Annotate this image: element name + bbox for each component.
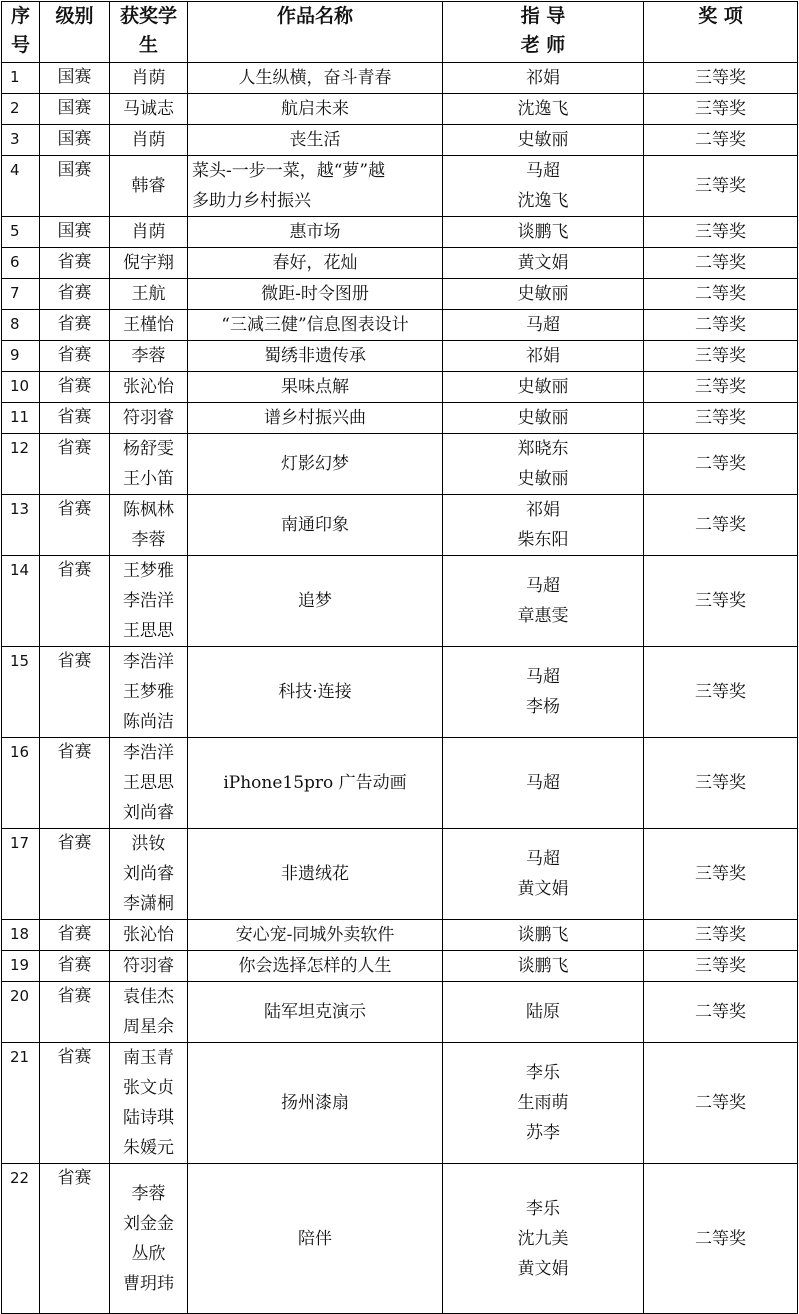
teacher-names-line: 马超: [526, 667, 560, 687]
student-names: [110, 310, 188, 341]
teacher-names-line: 李乐: [526, 1063, 560, 1083]
table-row: [2, 951, 798, 982]
teacher-names-line: 祁娟: [526, 346, 560, 366]
competition-level: 国赛: [40, 63, 110, 94]
competition-level: 省赛: [40, 556, 110, 647]
row-number: 14: [2, 556, 40, 647]
competition-level: 省赛: [40, 248, 110, 279]
row-number: 7: [2, 279, 40, 310]
student-names-line: 王梦雅: [123, 682, 174, 702]
teacher-names-line: 郑晓东: [517, 439, 569, 459]
teacher-names-line: 史敏丽: [517, 408, 569, 428]
student-names-line: 陈尚洁: [123, 712, 174, 732]
teacher-names: [443, 647, 644, 738]
work-title: [188, 738, 443, 829]
table-row: [2, 372, 798, 403]
work-title-line: 蜀绣非遗传承: [264, 346, 366, 366]
work-title: [188, 556, 443, 647]
student-names-line: 陆诗琪: [123, 1108, 174, 1128]
row-number: 4: [2, 156, 40, 217]
teacher-names-line: 黄文娟: [517, 1258, 569, 1279]
teacher-names-line: 生雨萌: [517, 1093, 569, 1113]
work-title-line: 果味点解: [281, 377, 349, 397]
teacher-names: [443, 556, 644, 647]
student-names-line: 王思思: [123, 621, 174, 641]
award-level: 三等奖: [644, 829, 798, 920]
award-level: 三等奖: [644, 556, 798, 647]
teacher-names: [443, 248, 644, 279]
teacher-names-line: 马超: [526, 576, 560, 596]
header-level: 级别: [40, 2, 110, 63]
teacher-names: [443, 403, 644, 434]
header-seq: 序 号: [2, 2, 40, 63]
student-names: [110, 217, 188, 248]
award-level: 二等奖: [644, 982, 798, 1043]
teacher-names-line: 谈鹏飞: [517, 222, 569, 242]
teacher-names-line: 史敏丽: [517, 469, 569, 489]
teacher-names: [443, 738, 644, 829]
student-names: [110, 248, 188, 279]
work-title: [188, 434, 443, 495]
award-level: 二等奖: [644, 248, 798, 279]
teacher-names: [443, 310, 644, 341]
work-title: [188, 829, 443, 920]
work-title: [188, 495, 443, 556]
table-row: [2, 982, 798, 1043]
student-names-line: 刘金金: [123, 1213, 174, 1234]
student-names: [110, 1164, 188, 1314]
teacher-names-line: 黄文娟: [517, 253, 569, 273]
competition-level: 省赛: [40, 647, 110, 738]
teacher-names: [443, 156, 644, 217]
teacher-names-line: 沈九美: [517, 1228, 569, 1249]
work-title-line: 微距-时令图册: [261, 284, 369, 304]
header-work: 作品名称: [188, 2, 443, 63]
award-level: 三等奖: [644, 217, 798, 248]
work-title-line: 菜头-一步一菜，越“萝”越: [192, 161, 386, 181]
table-row: [2, 279, 798, 310]
work-title: [188, 372, 443, 403]
teacher-names-line: 史敏丽: [517, 130, 569, 150]
work-title-line: iPhone15pro 广告动画: [223, 773, 407, 793]
row-number: 21: [2, 1043, 40, 1164]
competition-level: 国赛: [40, 217, 110, 248]
student-names-line: 李蓉: [131, 530, 166, 550]
work-title-line: 灯影幻梦: [281, 454, 349, 474]
student-names: [110, 556, 188, 647]
table-row: [2, 310, 798, 341]
student-names: [110, 94, 188, 125]
student-names-line: 李潇桐: [123, 894, 174, 914]
student-names-line: 陈枫林: [123, 500, 174, 520]
student-names: [110, 279, 188, 310]
student-names-line: 王梦雅: [123, 561, 174, 581]
teacher-names-line: 马超: [526, 315, 560, 335]
table-row: [2, 556, 798, 647]
teacher-names: [443, 217, 644, 248]
work-title-line: 陪伴: [298, 1228, 332, 1249]
student-names-line: 南玉青: [123, 1048, 174, 1068]
student-names: [110, 1043, 188, 1164]
student-names: [110, 920, 188, 951]
teacher-names-line: 李乐: [526, 1198, 560, 1219]
teacher-names: [443, 982, 644, 1043]
student-names: [110, 403, 188, 434]
teacher-names: [443, 63, 644, 94]
work-title: [188, 951, 443, 982]
award-level: 三等奖: [644, 156, 798, 217]
competition-level: 省赛: [40, 279, 110, 310]
student-names-line: 张文贞: [123, 1078, 174, 1098]
student-names-line: 丛欣: [131, 1243, 166, 1264]
row-number: 5: [2, 217, 40, 248]
student-names-line: 王小笛: [123, 469, 174, 489]
table-row: [2, 217, 798, 248]
student-names-line: 王思思: [123, 773, 174, 793]
student-names-line: 刘尚睿: [123, 864, 174, 884]
teacher-names: [443, 434, 644, 495]
table-row: [2, 829, 798, 920]
teacher-names-line: 马超: [526, 773, 560, 793]
row-number: 3: [2, 125, 40, 156]
row-number: 1: [2, 63, 40, 94]
work-title: [188, 1043, 443, 1164]
table-row: [2, 94, 798, 125]
teacher-names-line: 史敏丽: [517, 284, 569, 304]
teacher-names-line: 史敏丽: [517, 377, 569, 397]
work-title: [188, 156, 443, 217]
award-level: 三等奖: [644, 94, 798, 125]
teacher-names: [443, 94, 644, 125]
table-row: [2, 920, 798, 951]
award-level: 二等奖: [644, 434, 798, 495]
student-names-line: 符羽睿: [123, 408, 174, 428]
table-row: [2, 1164, 798, 1314]
competition-level: 国赛: [40, 125, 110, 156]
work-title: [188, 403, 443, 434]
student-names: [110, 434, 188, 495]
competition-level: 省赛: [40, 372, 110, 403]
teacher-names-line: 马超: [526, 849, 560, 869]
student-names: [110, 951, 188, 982]
competition-level: 省赛: [40, 829, 110, 920]
teacher-names: [443, 372, 644, 403]
teacher-names: [443, 920, 644, 951]
header-students: 获奖学 生: [110, 2, 188, 63]
award-level: 三等奖: [644, 738, 798, 829]
student-names-line: 杨舒雯: [123, 439, 174, 459]
header-teachers: 指 导 老 师: [443, 2, 644, 63]
row-number: 22: [2, 1164, 40, 1314]
work-title-line: 追梦: [298, 591, 332, 611]
work-title: [188, 341, 443, 372]
competition-level: 省赛: [40, 738, 110, 829]
competition-level: 省赛: [40, 403, 110, 434]
teacher-names: [443, 951, 644, 982]
student-names-line: 肖荫: [131, 68, 166, 88]
competition-level: 国赛: [40, 94, 110, 125]
competition-level: 省赛: [40, 434, 110, 495]
award-level: 二等奖: [644, 279, 798, 310]
student-names-line: 朱媛元: [123, 1138, 174, 1158]
work-title-line: 你会选择怎样的人生: [238, 956, 392, 976]
student-names: [110, 647, 188, 738]
row-number: 19: [2, 951, 40, 982]
student-names-line: 周星余: [123, 1017, 174, 1037]
work-title: [188, 217, 443, 248]
competition-level: 省赛: [40, 1164, 110, 1314]
table-row: [2, 495, 798, 556]
row-number: 13: [2, 495, 40, 556]
row-number: 10: [2, 372, 40, 403]
award-level: 二等奖: [644, 310, 798, 341]
student-names: [110, 63, 188, 94]
student-names: [110, 372, 188, 403]
work-title: [188, 63, 443, 94]
row-number: 6: [2, 248, 40, 279]
student-names-line: 李浩洋: [123, 652, 174, 672]
teacher-names-line: 章惠雯: [517, 606, 569, 626]
teacher-names-line: 柴东阳: [517, 530, 569, 550]
student-names: [110, 495, 188, 556]
competition-level: 省赛: [40, 310, 110, 341]
competition-level: 省赛: [40, 341, 110, 372]
student-names-line: 肖荫: [131, 222, 166, 242]
teacher-names-line: 祁娟: [526, 500, 560, 520]
work-title: [188, 279, 443, 310]
header-award: 奖 项: [644, 2, 798, 63]
table-row: [2, 341, 798, 372]
student-names: [110, 738, 188, 829]
student-names-line: 洪钕: [131, 834, 166, 854]
teacher-names: [443, 495, 644, 556]
student-names-line: 肖荫: [131, 130, 166, 150]
student-names-line: 倪宇翔: [123, 253, 174, 273]
award-level: 二等奖: [644, 1164, 798, 1314]
work-title: [188, 248, 443, 279]
awards-table: [1, 1, 798, 1314]
teacher-names: [443, 1164, 644, 1314]
row-number: 8: [2, 310, 40, 341]
row-number: 11: [2, 403, 40, 434]
student-names-line: 刘尚睿: [123, 803, 174, 823]
award-level: 二等奖: [644, 1043, 798, 1164]
teacher-names-line: 沈逸飞: [517, 99, 569, 119]
competition-level: 省赛: [40, 951, 110, 982]
work-title: [188, 982, 443, 1043]
award-level: 三等奖: [644, 63, 798, 94]
work-title: [188, 94, 443, 125]
award-level: 三等奖: [644, 920, 798, 951]
student-names-line: 马诚志: [123, 99, 174, 119]
award-level: 二等奖: [644, 495, 798, 556]
table-row: [2, 434, 798, 495]
table-row: [2, 248, 798, 279]
student-names-line: 李蓉: [131, 346, 166, 366]
teacher-names-line: 马超: [526, 161, 560, 181]
work-title-line: 航启未来: [281, 99, 349, 119]
work-title-line: 非遗绒花: [281, 864, 349, 884]
student-names-line: 王槿怡: [123, 315, 174, 335]
student-names: [110, 125, 188, 156]
student-names: [110, 156, 188, 217]
teacher-names: [443, 829, 644, 920]
work-title: [188, 310, 443, 341]
table-row: [2, 63, 798, 94]
table-row: [2, 647, 798, 738]
student-names-line: 曹玥玮: [123, 1273, 174, 1294]
teacher-names-line: 黄文娟: [517, 879, 569, 899]
competition-level: 省赛: [40, 1043, 110, 1164]
row-number: 20: [2, 982, 40, 1043]
teacher-names: [443, 341, 644, 372]
row-number: 15: [2, 647, 40, 738]
work-title-line: 丧生活: [289, 130, 341, 150]
award-level: 三等奖: [644, 951, 798, 982]
work-title-line: 安心宠-同城外卖软件: [235, 925, 395, 945]
teacher-names: [443, 1043, 644, 1164]
work-title-line: 春好，花灿: [272, 253, 358, 273]
work-title-line: 人生纵横，奋斗青春: [238, 68, 392, 88]
teacher-names-line: 祁娟: [526, 68, 560, 88]
student-names-line: 韩睿: [131, 176, 166, 196]
work-title: [188, 647, 443, 738]
competition-level: 国赛: [40, 156, 110, 217]
table-row: [2, 738, 798, 829]
header-row: [2, 2, 798, 63]
student-names-line: 李蓉: [131, 1183, 166, 1204]
teacher-names-line: 谈鹏飞: [517, 925, 569, 945]
table-row: [2, 125, 798, 156]
work-title-line: 谱乡村振兴曲: [264, 408, 366, 428]
student-names-line: 袁佳杰: [123, 987, 174, 1007]
row-number: 9: [2, 341, 40, 372]
work-title-line: 惠市场: [289, 222, 341, 242]
work-title-line: 多助力乡村振兴: [192, 191, 311, 211]
student-names-line: 符羽睿: [123, 956, 174, 976]
student-names-line: 李浩洋: [123, 591, 174, 611]
teacher-names-line: 沈逸飞: [517, 191, 569, 211]
work-title: [188, 125, 443, 156]
work-title: [188, 1164, 443, 1314]
teacher-names: [443, 279, 644, 310]
teacher-names-line: 谈鹏飞: [517, 956, 569, 976]
work-title-line: 陆军坦克演示: [264, 1002, 366, 1022]
table-row: [2, 1043, 798, 1164]
award-level: 三等奖: [644, 341, 798, 372]
student-names-line: 王航: [131, 284, 166, 304]
row-number: 17: [2, 829, 40, 920]
student-names: [110, 829, 188, 920]
work-title-line: 科技·连接: [278, 682, 352, 702]
row-number: 18: [2, 920, 40, 951]
student-names-line: 李浩洋: [123, 743, 174, 763]
competition-level: 省赛: [40, 920, 110, 951]
teacher-names-line: 苏李: [526, 1123, 560, 1143]
teacher-names-line: 李杨: [526, 697, 560, 717]
competition-level: 省赛: [40, 982, 110, 1043]
competition-level: 省赛: [40, 495, 110, 556]
work-title-line: 南通印象: [281, 515, 349, 535]
award-level: 三等奖: [644, 372, 798, 403]
student-names-line: 张沁怡: [123, 925, 174, 945]
row-number: 16: [2, 738, 40, 829]
student-names: [110, 982, 188, 1043]
row-number: 12: [2, 434, 40, 495]
teacher-names-line: 陆原: [526, 1002, 560, 1022]
work-title: [188, 920, 443, 951]
student-names-line: 张沁怡: [123, 377, 174, 397]
table-row: [2, 156, 798, 217]
work-title-line: 扬州漆扇: [281, 1093, 349, 1113]
award-level: 三等奖: [644, 403, 798, 434]
table-row: [2, 403, 798, 434]
student-names: [110, 341, 188, 372]
teacher-names: [443, 125, 644, 156]
row-number: 2: [2, 94, 40, 125]
award-level: 三等奖: [644, 647, 798, 738]
work-title-line: “三减三健”信息图表设计: [221, 315, 409, 335]
award-level: 二等奖: [644, 125, 798, 156]
